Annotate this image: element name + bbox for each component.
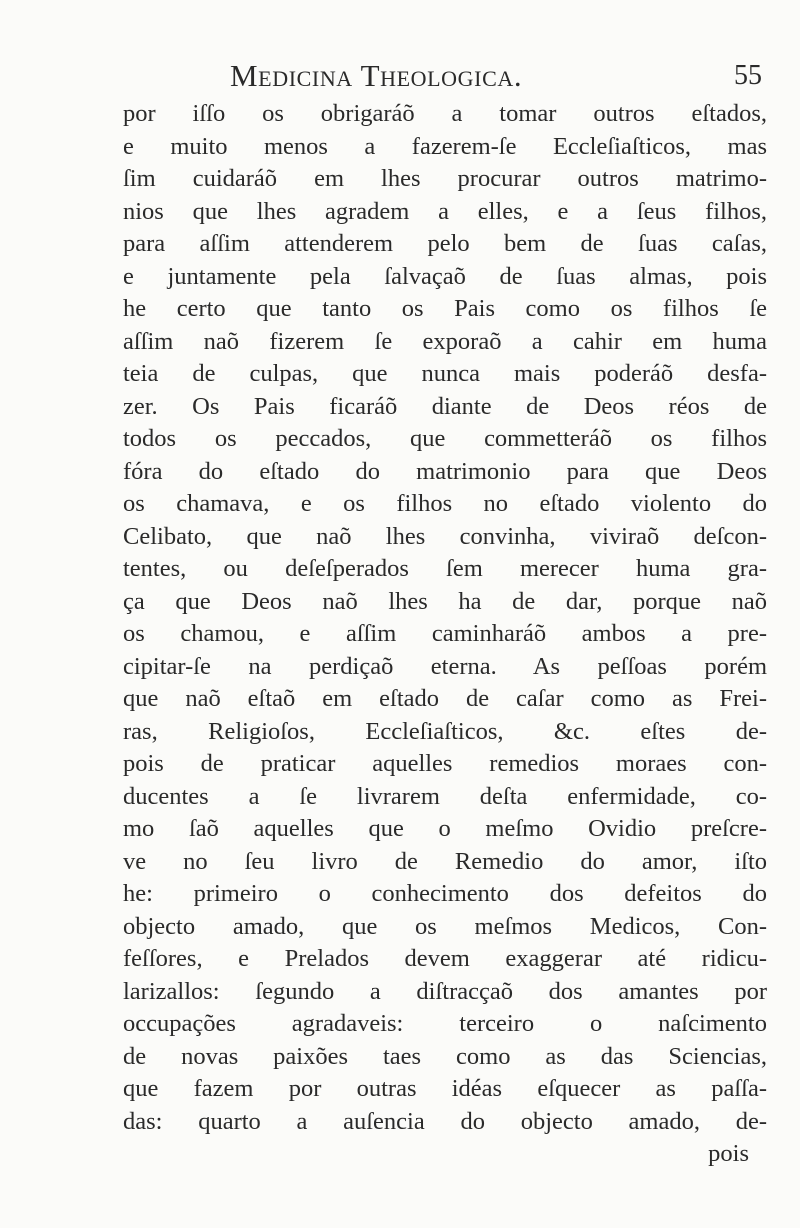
body-text [123,98,767,1171]
text-line: mo ſaõ aquelles que o meſmo Ovidio preſcre- [123,815,767,842]
text-line: todos os peccados, que commetteráõ os filhos [123,425,767,452]
text-line: que naõ eſtaõ em eſtado de caſar como as Frei- [123,685,767,712]
text-line: das: quarto a auſencia do objecto amado, de- [123,1107,767,1135]
text-line: ras, Religioſos, Eccleſiaſticos, &c. eſtes de- [123,717,767,745]
running-head [120,58,780,98]
text-line: larizallos: ſegundo a diſtracçaõ dos amantes por [123,977,767,1005]
text-line: objecto amado, que os meſmos Medicos, Con- [123,912,767,940]
text-line: fóra do eſtado do matrimonio para que Deos [123,457,767,485]
text-line: por iſſo os obrigaráõ a tomar outros eſtados, [123,100,767,127]
text-line: teia de culpas, que nunca mais poderáõ desfa- [123,360,767,387]
text-line: e juntamente pela ſalvaçaõ de ſuas almas, pois [123,262,767,290]
text-line: occupações agradaveis: terceiro o naſcimento [123,1010,767,1037]
text-line: nios que lhes agradem a elles, e a ſeus filhos, [123,197,767,225]
running-title: Medicina Theologica. [230,58,523,93]
text-line: feſſores, e Prelados devem exaggerar até ridicu- [123,945,767,972]
page-number: 55 [734,60,762,91]
text-line: de novas paixões taes como as das Sciencias, [123,1042,767,1070]
text-line: ça que Deos naõ lhes ha de dar, porque naõ [123,587,767,615]
text-line: os chamava, e os filhos no eſtado violento do [123,490,767,517]
text-line: pois de praticar aquelles remedios moraes con- [123,750,767,777]
text-line: para aſſim attenderem pelo bem de ſuas caſas, [123,230,767,257]
text-line: cipitar-ſe na perdiçaõ eterna. As peſſoas porém [123,652,767,680]
text-line: ſim cuidaráõ em lhes procurar outros matrimo- [123,165,767,192]
text-line: zer. Os Pais ficaráõ diante de Deos réos de [123,392,767,420]
text-line: e muito menos a fazerem-ſe Eccleſiaſticos, mas [123,132,767,160]
text-line: que fazem por outras idéas eſquecer as paſſa- [123,1075,767,1102]
text-line: Celibato, que naõ lhes convinha, viviraõ deſcon- [123,522,767,550]
text-line: os chamou, e aſſim caminharáõ ambos a pre- [123,620,767,647]
text-line: he: primeiro o conhecimento dos defeitos do [123,880,767,907]
text-line: aſſim naõ fizerem ſe exporaõ a cahir em huma [123,327,767,355]
catchword: pois [708,1140,749,1167]
text-line: ducentes a ſe livrarem deſta enfermidade, co- [123,782,767,810]
text-line: tentes, ou deſeſperados ſem merecer huma gra- [123,555,767,582]
text-line: ve no ſeu livro de Remedio do amor, iſto [123,847,767,875]
text-line: he certo que tanto os Pais como os filhos ſe [123,295,767,322]
